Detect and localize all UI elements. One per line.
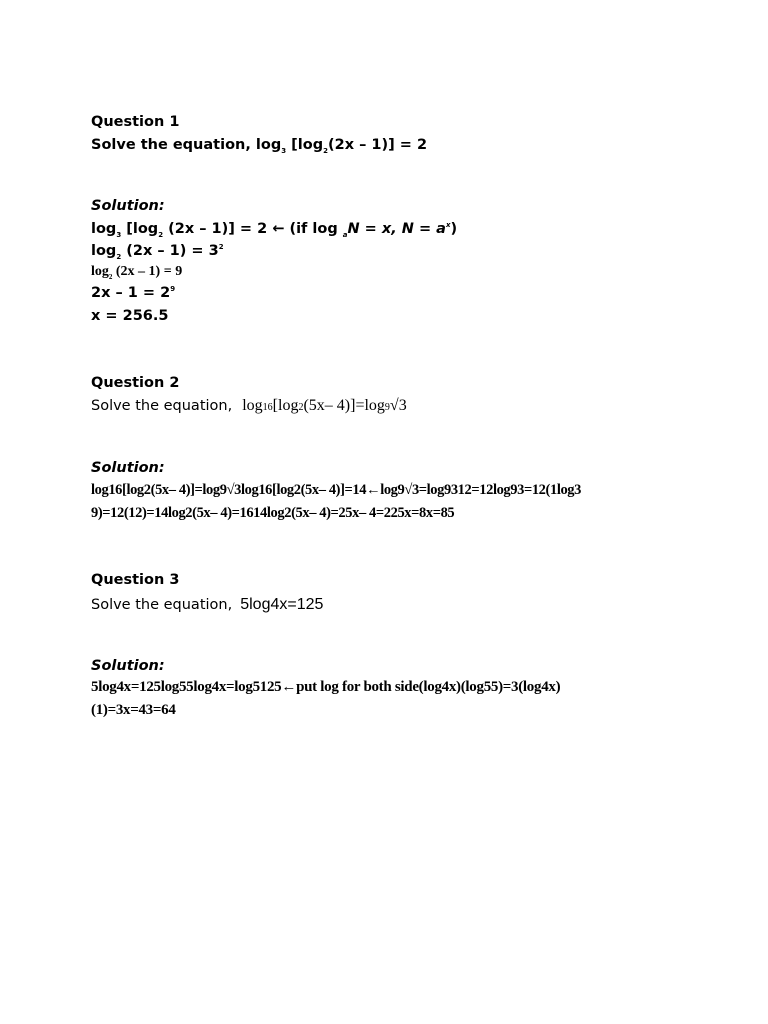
question-3-equation: 5log4x=125 [240, 596, 324, 613]
question-1-step-2: $\log_2 (2x - 1) = 3^2$ [91, 243, 224, 261]
question-1-answer: x = 256.5 [91, 308, 169, 324]
question-3-solution-line-2: (1)=3x=43=64 [91, 702, 176, 718]
question-2-solution-label: Solution: [91, 460, 165, 476]
question-1-solution-label: Solution: [91, 198, 165, 214]
question-2-prompt: Solve the equation, log16[log2(5x– 4)]=log9√3 [91, 397, 407, 414]
question-2-equation: log16[log2(5x– 4)]=log9√3 [242, 397, 407, 414]
question-1-prompt: Solve the equation, $\log_3 [\log_2(2x - 1)] = 2$ [91, 137, 428, 155]
question-1-step-4: $2x - 1 = 2^9$ [91, 285, 176, 301]
question-1-step-3: $\log_2 (2x - 1) = 9$ [91, 264, 183, 281]
question-1-title: Question 1 [91, 114, 180, 130]
question-1-step-1: $\log_3 [\log_2$ (2x – 1)] = 2 ← (if log $_a$N = x, $N = a^x$) [91, 221, 458, 239]
question-2-solution-line-1: log16[log2(5x– 4)]=log9√3log16[log2(5x– 4)]=14←log9√3=log9312=12log93=12(1log3 [91, 482, 581, 498]
question-2-solution-line-2: 9)=12(12)=14log2(5x– 4)=1614log2(5x– 4)=25x– 4=225x=8x=85 [91, 505, 455, 521]
question-3-solution-line-1: 5log4x=125log55log4x=log5125←put log for both side(log4x)(log55)=3(log4x) [91, 679, 561, 695]
question-3-title: Question 3 [91, 572, 180, 588]
question-3-prompt: Solve the equation, 5log4x=125 [91, 596, 324, 613]
question-3-solution-label: Solution: [91, 658, 165, 674]
question-2-title: Question 2 [91, 375, 180, 391]
